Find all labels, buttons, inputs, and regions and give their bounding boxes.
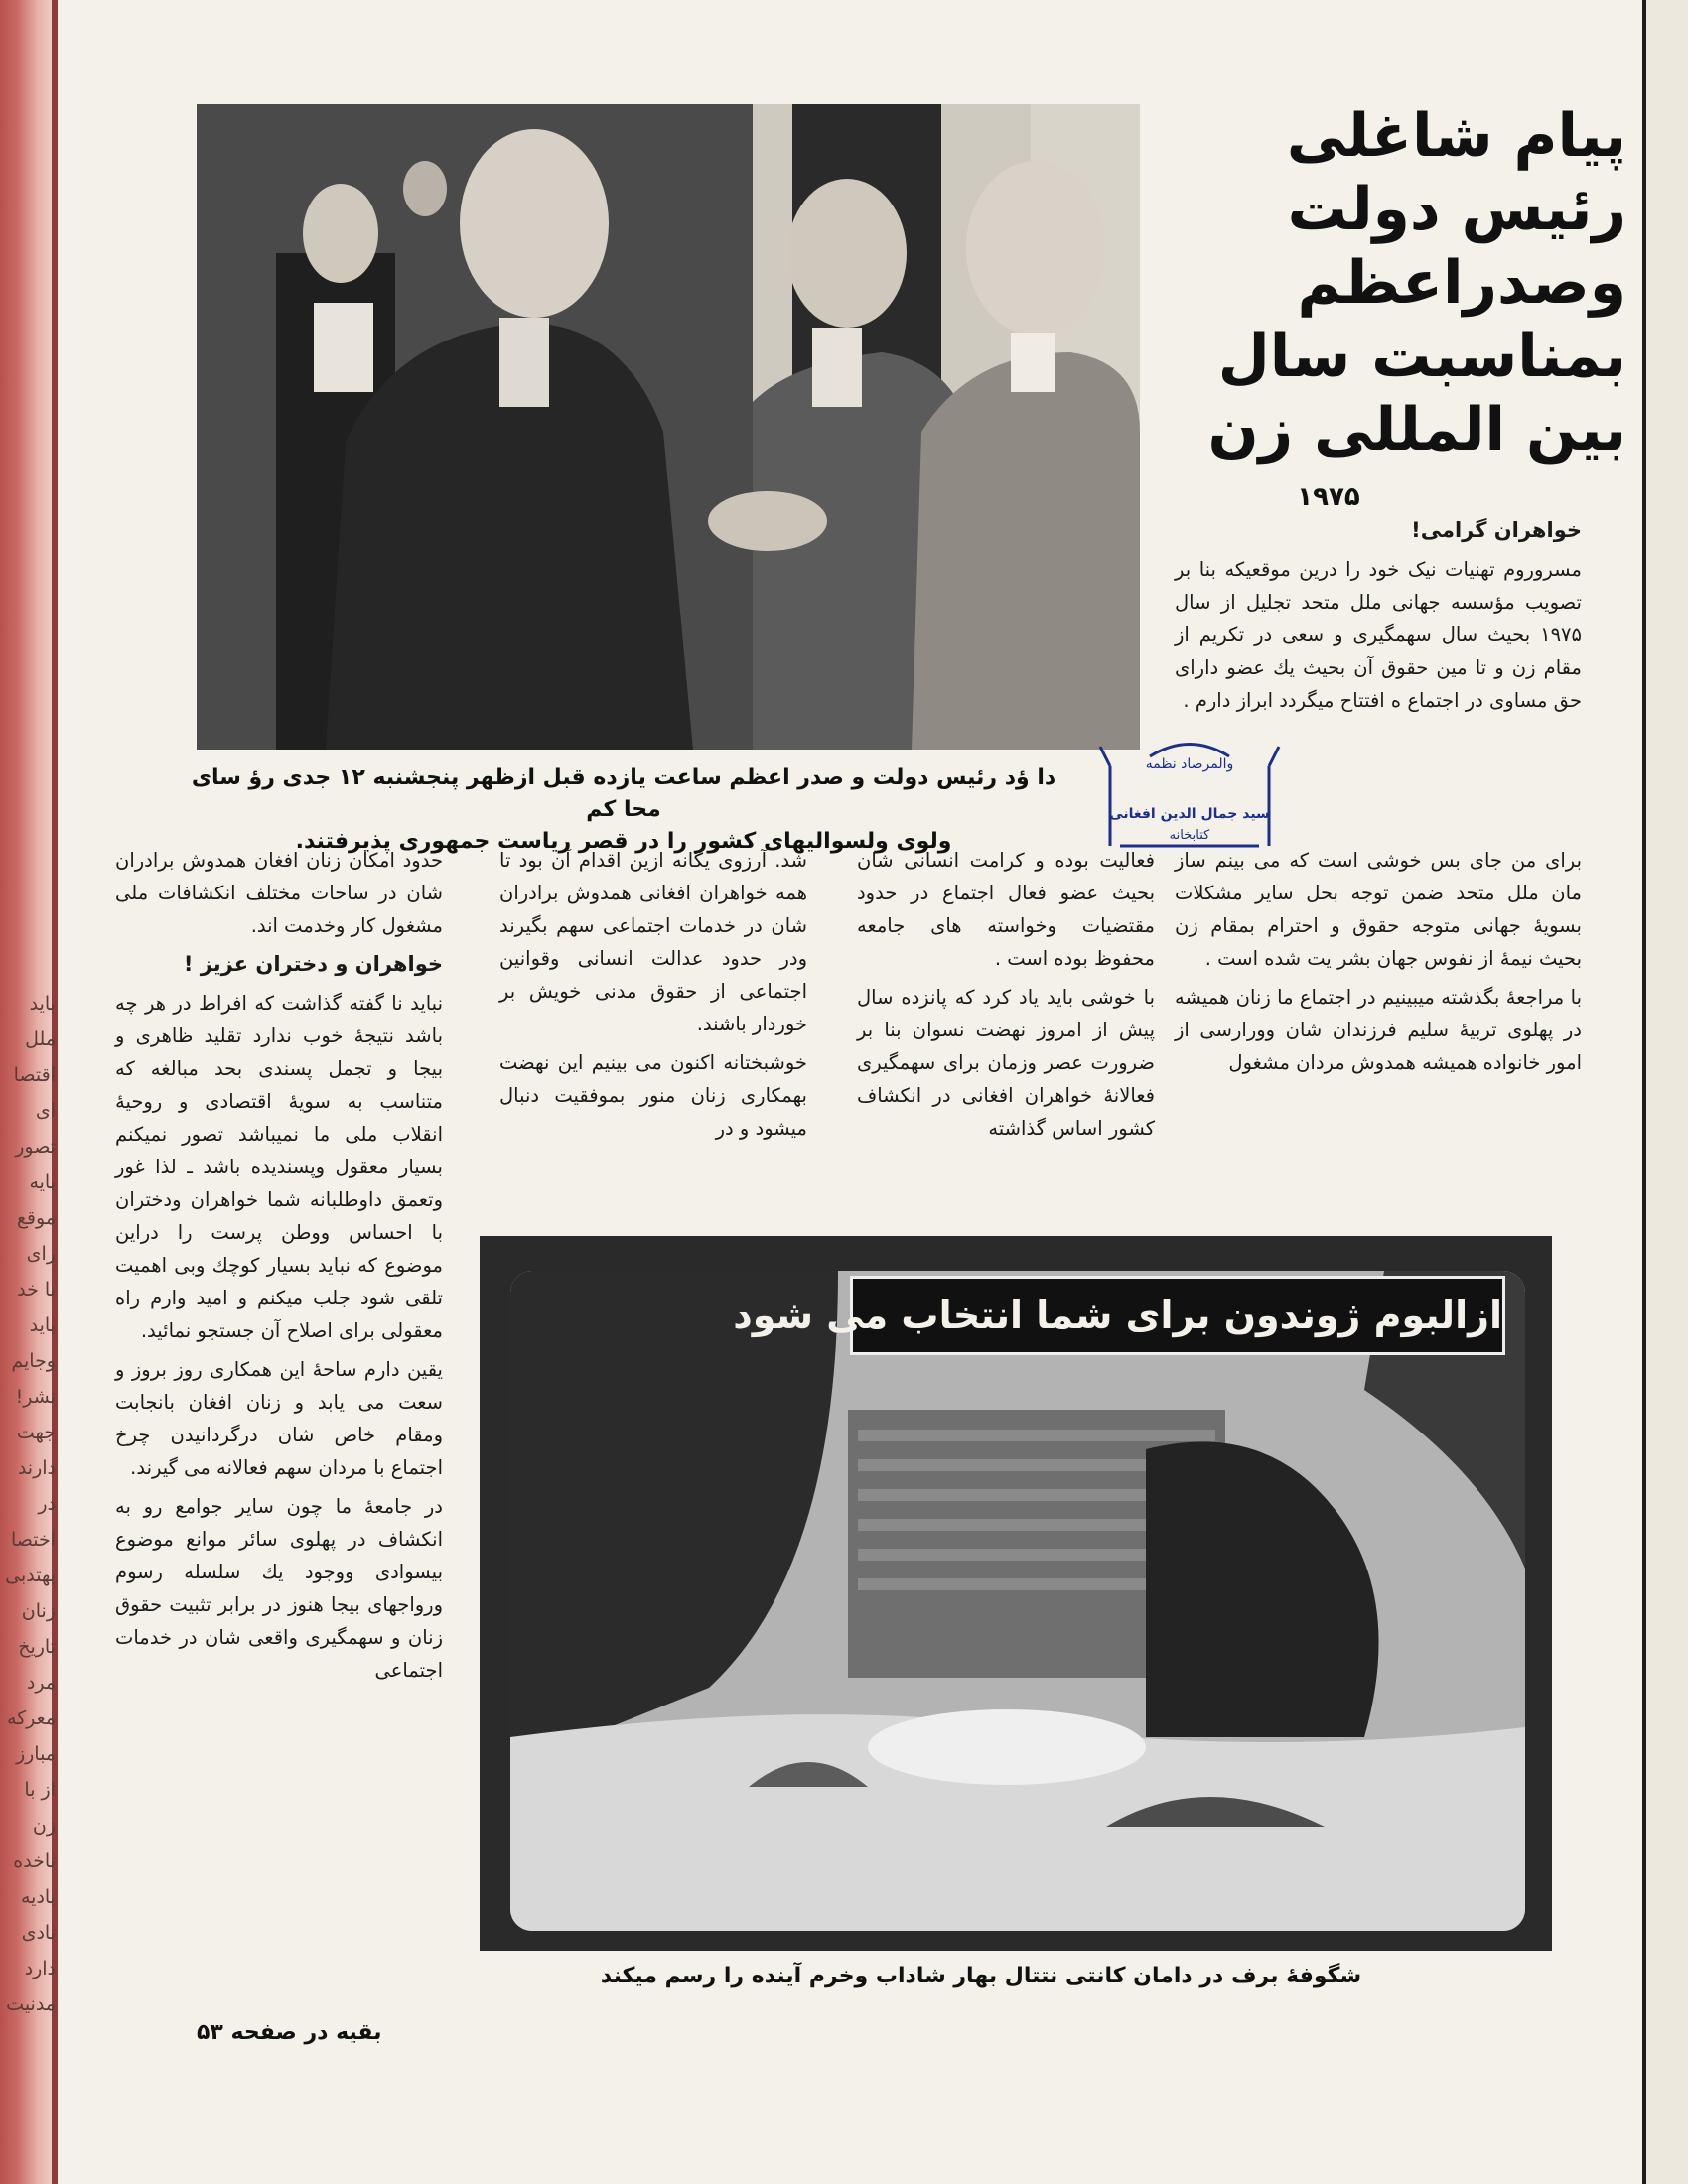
photo-caption-line-2: ولوی ولسوالیهای کشور را در قصر ریاست جمهوری پذیرفتند. [295, 829, 952, 854]
bleed-line: باید [29, 993, 56, 1015]
bleed-line: تاریخ [18, 1636, 56, 1658]
bleed-line: باید [29, 1314, 56, 1336]
headline [1207, 99, 1626, 467]
paragraph: خوشبختانه اکنون می بینیم این نهضت بهمکاری زنان منور بموفقیت دنبال میشود و در [499, 1051, 807, 1140]
paragraph: با خوشی باید یاد کرد که پانزده سال پیش از امروز نهضت نسوان بنا بر ضرورت عصر وزمان برای سهمگیری فعالانهٔ خواهران افغانی در انکشاف کشور اساس گذاشته [857, 986, 1155, 1140]
article-column-4 [115, 844, 443, 1693]
paragraph: یقین دارم ساحهٔ این همکاری روز بروز و سعت می یابد و زنان افغان بانجابت ومقام خاص شان درگردانیدن چرخ اجتماع با مردان سهم فعالانه می گیرند. [115, 1358, 443, 1479]
bleed-line: اقتصا [13, 1064, 56, 1086]
paragraph: شد. آرزوی یگانه ازین اقدام آن بود تا همه خواهران افغانی همدوش برادران شان در خدمات اجتماعی سهم بگیرند ودر حدود عدالت انسانی وقوانین اجتماعی از حقوق مدنی خویش بر خوردار باشند. [499, 849, 807, 1035]
bleed-line: بایه [29, 1171, 56, 1193]
stamp-text-2: سید جمال الدین افغانی [1109, 806, 1270, 822]
headline-line-4: بمناسبت سال [1217, 322, 1626, 391]
paragraph: در جامعهٔ ما چون سایر جوامع رو به انکشاف در پهلوی سائر موانع موضوع بیسوادی ووجود یك سلسله رسوم ورواجهای بیجا هنوز در برابر تثبیت حقوق زنان و سهمگیری واقعی شان در خدمات اجتماعی [115, 1495, 443, 1682]
headline-line-2: رئیس دولت [1287, 175, 1626, 244]
bleed-line: زن [32, 1815, 56, 1837]
bleed-line: مرد [26, 1672, 56, 1694]
bleed-line: مبارز [15, 1743, 56, 1765]
bleed-line: وجایم [11, 1350, 56, 1372]
bleed-line: نادی [21, 1922, 56, 1944]
album-title: ازالبوم ژوندون برای شما انتخاب می شود [850, 1276, 1505, 1355]
bleed-line: مدنیت [6, 1993, 56, 2015]
article-column-2 [857, 844, 1155, 1151]
paragraph: فعالیت بوده و کرامت انسانی شان بحیث عضو فعال اجتماع در حدود مقتضیات وخواسته های جامعه محفوظ بوده است . [857, 849, 1155, 970]
bleed-line: رای [26, 1243, 56, 1265]
headline-line-5: بین المللی زن [1207, 395, 1626, 465]
magazine-page [5, 0, 1646, 2184]
bleed-line: ای [35, 1100, 56, 1122]
bleed-line: از با [24, 1779, 56, 1801]
officials-handshake-photo [197, 104, 1140, 750]
bleed-line: اختصا [10, 1529, 56, 1551]
headline-year: ۱۹۷۵ [1297, 482, 1360, 512]
bleed-line: تصور [15, 1136, 56, 1158]
article-column-1-continued [1175, 844, 1582, 1085]
bleed-line: با خد [17, 1279, 56, 1300]
paragraph: برای من جای بس خوشی است که می بینم ساز مان ملل متحد ضمن توجه بحل سایر مشکلات بسویهٔ جهانی متوجه حقوق و احترام بمقام زن بحیث نیمهٔ از نفوس جهان بشر یت شده است . [1175, 849, 1582, 970]
paragraph: نباید نا گفته گذاشت که افراط در هر چه باشد نتیجهٔ خوب ندارد تقلید ظاهری و بیجا و تجمل پسندی بحد مبالغه که متناسب به سویهٔ اقتصادی و روحیهٔ انقلاب ملی ما نمیباشد تصور نمیکنم بسیار معقول وپسندیده باشد ـ لذا غور وتعمق داوطلبانه شما خواهران ودختران با احساس ووطن پرست را دراین موضوع که نباید بسیار کوچك وبی اهمیت تلقی شود جلب میکنم و امید وارم راه معقولی برای اصلاح آن جستجو نمائید. [115, 992, 443, 1342]
stamp-text-3: کتابخانه [1169, 828, 1210, 843]
paragraph: حدود امکان زنان افغان همدوش برادران شان در ساحات مختلف انکشافات ملی مشغول کار وخدمت اند. [115, 849, 443, 937]
paragraph: مسروروم تهنیات نیک خود را درین موقعیکه بنا بر تصویب مؤسسه جهانی ملل متحد تجلیل از سال ۱۹۷۵ بحیث سال سهمگیری و سعی در تکریم از مقام زن و تا مین حقوق آن بحیث یك عضو دارای حق مساوی در اجتماع ه افتتاح میگردد ابراز دارم . [1175, 558, 1582, 712]
bleed-line: ملل [25, 1028, 56, 1050]
bleed-line: ناخده [13, 1850, 56, 1872]
article-column-1 [1175, 514, 1582, 723]
headline-line-1: پیام شاغلی [1286, 101, 1626, 171]
snowy-hotel-photo [510, 1271, 1525, 1931]
bleed-line: نشر! [15, 1386, 56, 1408]
photo-caption-line-1: دا ؤد رئیس دولت و صدر اعظم ساعت یازده قبل ازظهر پنجشنبه ۱۲ جدی رؤ سای محا کم [191, 765, 1056, 822]
stamp-text-1: والمرصاد نظمه [1145, 756, 1234, 772]
bleed-line: جهت [16, 1422, 56, 1443]
bleed-line: بادیه [20, 1886, 56, 1908]
subheading: خواهران و دختران عزیز ! [183, 952, 443, 976]
bleed-line: دارند [17, 1457, 56, 1479]
bleed-through-column [0, 993, 56, 2025]
bleed-line: زنان [21, 1600, 56, 1622]
bleed-line: موقع [16, 1207, 56, 1229]
paragraph: با مراجعهٔ بگذشته میبینیم در اجتماع ما زنان همیشه در پهلوی تربیهٔ سلیم فرزندان شان وورارسی از امور خانواده همیشه همدوش مردان مشغول [1175, 986, 1582, 1074]
article-column-3 [499, 844, 807, 1151]
continued-note: بقیه در صفحه ۵۳ [197, 2020, 382, 2045]
bleed-line: در [38, 1493, 56, 1515]
album-caption: شگوفهٔ برف در دامان کانتی نتتال بهار شاداب وخرم آینده را رسم میکند [600, 1964, 1362, 1988]
greeting: خواهران گرامی! [1411, 518, 1582, 542]
headline-line-3: وصدراعظم [1297, 248, 1626, 318]
bleed-line: معرکه [6, 1707, 56, 1729]
bleed-line: بهتدبی [5, 1565, 56, 1586]
bleed-line: دارد [24, 1958, 56, 1979]
